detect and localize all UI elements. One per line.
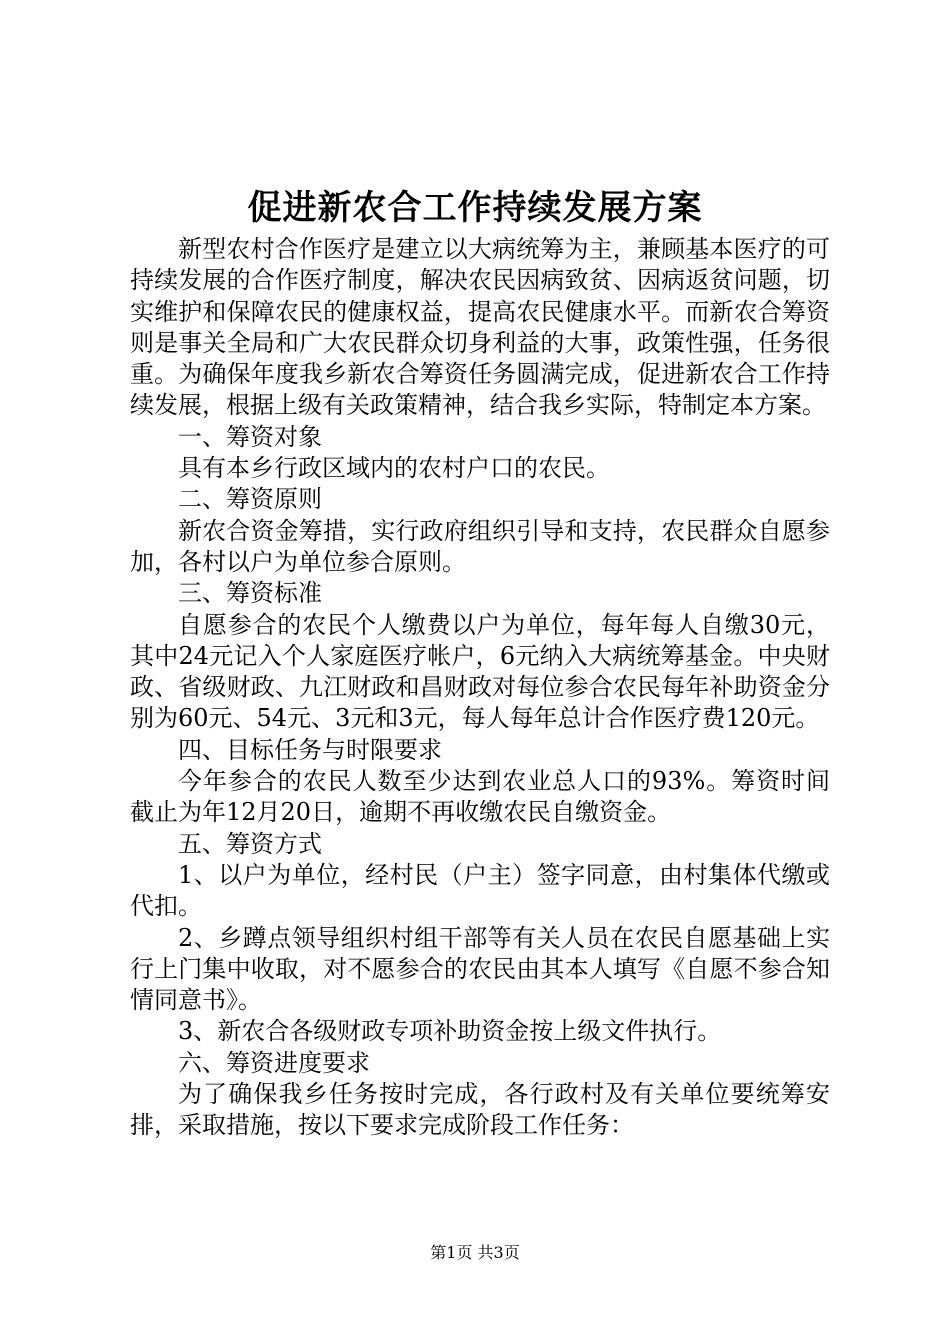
section-heading-funding-principle: 二、筹资原则 xyxy=(178,485,322,514)
section-heading-targets-deadlines: 四、目标任务与时限要求 xyxy=(178,735,442,764)
paragraph-funding-target: 具有本乡行政区域内的农村户口的农民。 xyxy=(178,454,610,483)
paragraph-funding-method-1: 1、以户为单位，经村民（户主）签字同意，由村集体代缴或代扣。 xyxy=(130,860,830,921)
page-footer: 第1页 共3页 xyxy=(430,1243,520,1262)
section-heading-progress-requirements: 六、筹资进度要求 xyxy=(178,1048,370,1077)
document-title: 促进新农合工作持续发展方案 xyxy=(247,188,703,228)
document-body xyxy=(130,234,830,1142)
paragraph-funding-method-2: 2、乡蹲点领导组织村组干部等有关人员在农民自愿基础上实行上门集中收取，对不愿参合的农民由其本人填写《自愿不参合知情同意书》。 xyxy=(130,923,830,1015)
paragraph-funding-principle: 新农合资金筹措，实行政府组织引导和支持，农民群众自愿参加，各村以户为单位参合原则。 xyxy=(130,516,830,576)
paragraph-funding-standard: 自愿参合的农民个人缴费以户为单位，每年每人自缴30元，其中24元记入个人家庭医疗帐户，6元纳入大病统筹基金。中央财政、省级财政、九江财政和昌财政对每位参合农民每年补助资金分别为60元、54元、3元和3元，每人每年总计合作医疗费120元。 xyxy=(130,610,830,733)
section-heading-funding-method: 五、筹资方式 xyxy=(178,829,322,858)
paragraph-targets-deadlines: 今年参合的农民人数至少达到农业总人口的93%。筹资时间截止为年12月20日，逾期不再收缴农民自缴资金。 xyxy=(130,767,830,827)
intro-paragraph: 新型农村合作医疗是建立以大病统筹为主，兼顾基本医疗的可持续发展的合作医疗制度，解决农民因病致贫、因病返贫问题，切实维护和保障农民的健康权益，提高农民健康水平。而新农合筹资则是事关全局和广大农民群众切身利益的大事，政策性强，任务很重。为确保年度我乡新农合筹资任务圆满完成，促进新农合工作持续发展，根据上级有关政策精神，结合我乡实际，特制定本方案。 xyxy=(130,235,830,420)
section-heading-funding-target: 一、筹资对象 xyxy=(178,422,322,451)
paragraph-funding-method-3: 3、新农合各级财政专项补助资金按上级文件执行。 xyxy=(178,1017,722,1046)
section-heading-funding-standard: 三、筹资标准 xyxy=(178,579,322,608)
paragraph-progress-requirements: 为了确保我乡任务按时完成，各行政村及有关单位要统筹安排，采取措施，按以下要求完成阶段工作任务： xyxy=(130,1080,830,1140)
